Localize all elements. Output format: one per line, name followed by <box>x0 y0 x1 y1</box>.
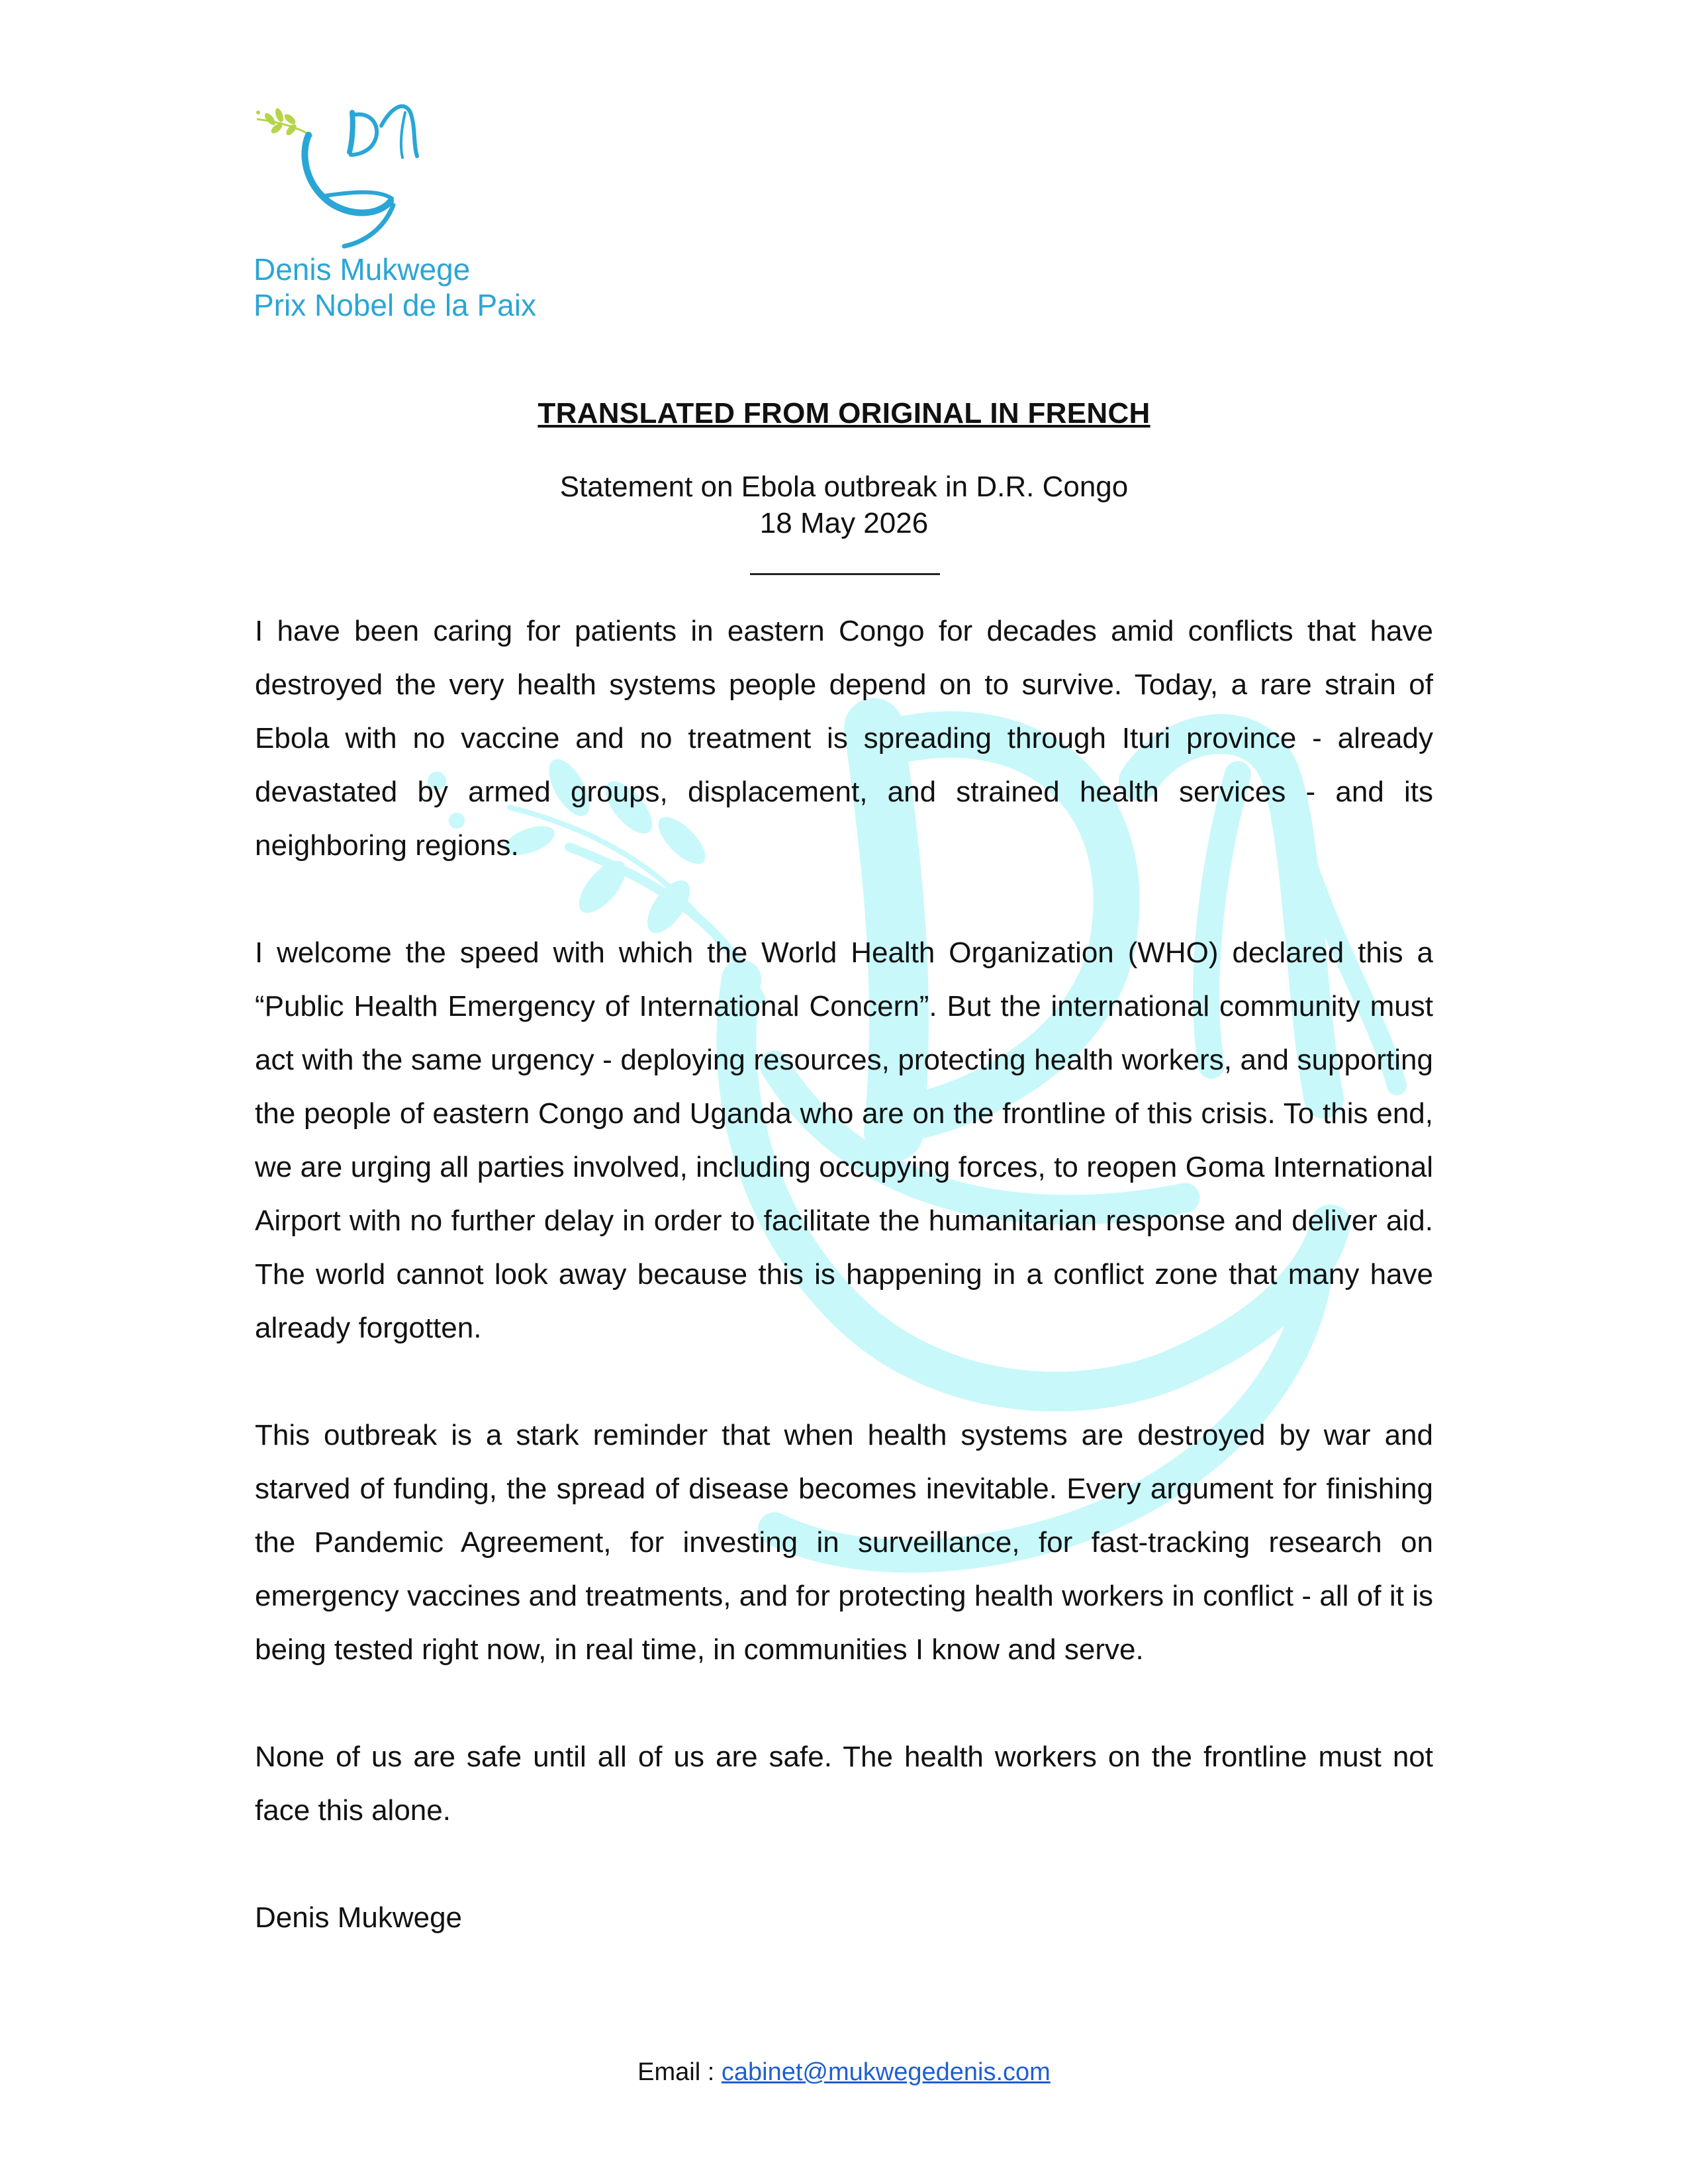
divider <box>750 573 940 575</box>
document-date: 18 May 2026 <box>759 507 929 539</box>
paragraph-2: I welcome the speed with which the World Health Organization (WHO) declared this a “Public Health Emergency of International Concern”. But the international community must act with the same urgency - deploying resources, protecting health workers, and supporting the people of eastern Congo and Uganda who are on the frontline of this crisis. To this end, we are urging all parties involved, including occupying forces, to reopen Goma International Airport with no further delay in order to facilitate the humanitarian response and deliver aid. The world cannot look away because this is happening in a conflict zone that many have already forgotten. <box>255 936 1433 1344</box>
document-subtitle: Statement on Ebola outbreak in D.R. Congo <box>559 471 1129 503</box>
email-label: Email : <box>637 2058 722 2086</box>
footer <box>0 2058 1688 2087</box>
paragraph-3: This outbreak is a stark reminder that when health systems are destroyed by war and starved of funding, the spread of disease becomes inevitable. Every argument for finishing the Pandemic Agreement, for investing in surveillance, for fast-tracking research on emergency vaccines and treatments, and for protecting health workers in conflict - all of it is being tested right now, in real time, in communities I know and serve. <box>255 1419 1433 1666</box>
paragraph-1: I have been caring for patients in eastern Congo for decades amid conflicts that have destroyed the very health systems people depend on to survive. Today, a rare strain of Ebola with no vaccine and no treatment is spreading through Ituri province - already devastated by armed groups, displacement, and strained health services - and its neighboring regions. <box>255 615 1433 862</box>
subtitle-block <box>0 469 1688 541</box>
brand-tagline: Prix Nobel de la Paix <box>254 288 536 322</box>
document-heading: TRANSLATED FROM ORIGINAL IN FRENCH <box>538 397 1150 430</box>
paragraph-4: None of us are safe until all of us are safe. The health workers on the frontline must not face this alone. <box>255 1741 1433 1827</box>
brand-block <box>254 251 536 323</box>
statement-body <box>255 604 1433 1998</box>
signature: Denis Mukwege <box>255 1901 463 1934</box>
email-link[interactable]: cabinet@mukwegedenis.com <box>721 2058 1051 2086</box>
brand-name: Denis Mukwege <box>254 252 471 287</box>
dove-dm-logo-icon <box>252 93 450 258</box>
